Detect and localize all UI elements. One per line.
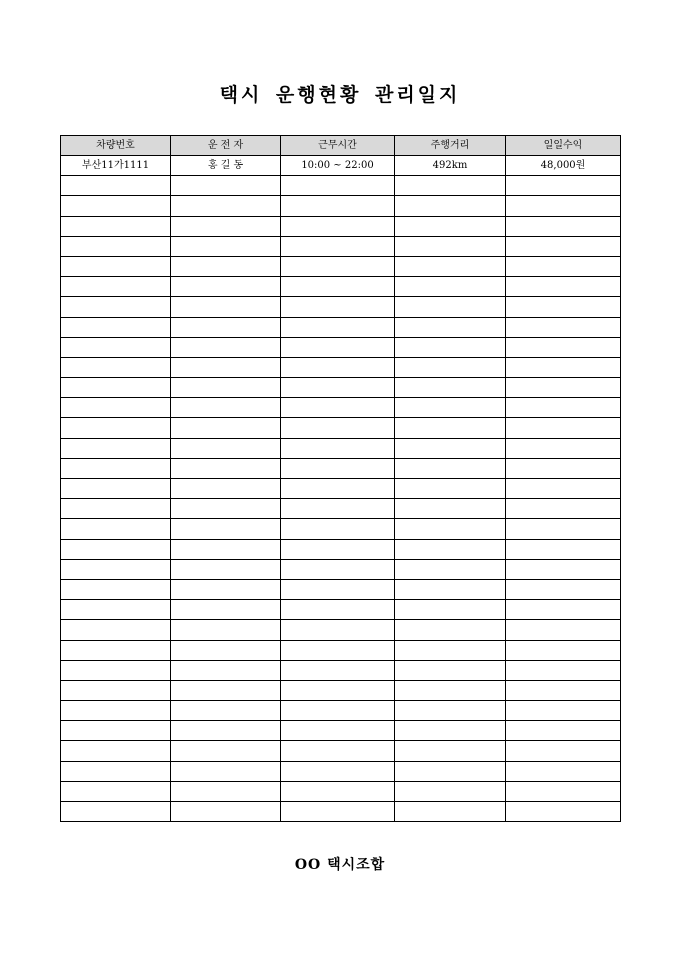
cell-vehicle-number[interactable]: 부산11가1111 [61, 156, 171, 176]
cell-daily-revenue[interactable] [506, 256, 621, 276]
cell-driver[interactable] [171, 660, 281, 680]
cell-work-hours[interactable] [281, 418, 395, 438]
cell-distance[interactable] [395, 741, 506, 761]
table-row [61, 156, 621, 176]
table-row-empty [61, 701, 621, 721]
cell-daily-revenue[interactable] [506, 317, 621, 337]
cell-distance[interactable] [395, 579, 506, 599]
cell-work-hours[interactable] [281, 236, 395, 256]
cell-distance[interactable] [395, 781, 506, 801]
header-work-hours: 근무시간 [281, 136, 395, 156]
table-row-empty [61, 539, 621, 559]
cell-vehicle-number[interactable] [61, 781, 171, 801]
cell-distance[interactable] [395, 398, 506, 418]
cell-vehicle-number[interactable] [61, 236, 171, 256]
cell-distance[interactable] [395, 539, 506, 559]
cell-work-hours[interactable] [281, 216, 395, 236]
cell-daily-revenue[interactable] [506, 741, 621, 761]
cell-daily-revenue[interactable] [506, 761, 621, 781]
table-row-empty [61, 559, 621, 579]
cell-vehicle-number[interactable] [61, 519, 171, 539]
cell-daily-revenue[interactable] [506, 357, 621, 377]
cell-driver[interactable] [171, 337, 281, 357]
cell-vehicle-number[interactable] [61, 357, 171, 377]
table-row-empty [61, 176, 621, 196]
cell-daily-revenue[interactable] [506, 680, 621, 700]
cell-vehicle-number[interactable] [61, 680, 171, 700]
cell-work-hours[interactable] [281, 256, 395, 276]
cell-work-hours[interactable] [281, 317, 395, 337]
cell-driver[interactable] [171, 438, 281, 458]
table-row-empty [61, 640, 621, 660]
cell-work-hours[interactable] [281, 579, 395, 599]
cell-work-hours[interactable] [281, 378, 395, 398]
table-row-empty [61, 479, 621, 499]
cell-distance[interactable] [395, 640, 506, 660]
cell-distance[interactable] [395, 418, 506, 438]
cell-vehicle-number[interactable] [61, 176, 171, 196]
cell-work-hours[interactable] [281, 802, 395, 822]
cell-distance[interactable] [395, 277, 506, 297]
cell-driver[interactable] [171, 579, 281, 599]
cell-daily-revenue[interactable] [506, 196, 621, 216]
cell-vehicle-number[interactable] [61, 721, 171, 741]
cell-distance[interactable] [395, 761, 506, 781]
cell-daily-revenue[interactable] [506, 378, 621, 398]
table-row-empty [61, 600, 621, 620]
cell-vehicle-number[interactable] [61, 438, 171, 458]
cell-work-hours[interactable] [281, 357, 395, 377]
cell-vehicle-number[interactable] [61, 660, 171, 680]
table-row-empty [61, 579, 621, 599]
cell-distance[interactable] [395, 438, 506, 458]
cell-vehicle-number[interactable] [61, 701, 171, 721]
cell-distance[interactable] [395, 337, 506, 357]
cell-daily-revenue[interactable] [506, 559, 621, 579]
cell-distance[interactable] [395, 458, 506, 478]
cell-driver[interactable] [171, 721, 281, 741]
cell-driver[interactable] [171, 781, 281, 801]
cell-distance[interactable] [395, 216, 506, 236]
cell-daily-revenue[interactable] [506, 418, 621, 438]
cell-vehicle-number[interactable] [61, 418, 171, 438]
cell-driver[interactable] [171, 559, 281, 579]
cell-work-hours[interactable] [281, 701, 395, 721]
cell-vehicle-number[interactable] [61, 196, 171, 216]
cell-driver[interactable]: 홍 길 동 [171, 156, 281, 176]
cell-work-hours[interactable] [281, 761, 395, 781]
cell-driver[interactable] [171, 761, 281, 781]
cell-work-hours[interactable]: 10:00 ~ 22:00 [281, 156, 395, 176]
cell-vehicle-number[interactable] [61, 579, 171, 599]
cell-driver[interactable] [171, 398, 281, 418]
cell-distance[interactable] [395, 802, 506, 822]
table-row-empty [61, 620, 621, 640]
cell-distance[interactable] [395, 680, 506, 700]
cell-work-hours[interactable] [281, 277, 395, 297]
cell-driver[interactable] [171, 458, 281, 478]
cell-driver[interactable] [171, 519, 281, 539]
cell-work-hours[interactable] [281, 680, 395, 700]
header-distance: 주행거리 [395, 136, 506, 156]
cell-work-hours[interactable] [281, 479, 395, 499]
cell-work-hours[interactable] [281, 620, 395, 640]
cell-driver[interactable] [171, 378, 281, 398]
cell-vehicle-number[interactable] [61, 741, 171, 761]
cell-vehicle-number[interactable] [61, 337, 171, 357]
cell-daily-revenue[interactable] [506, 458, 621, 478]
cell-distance[interactable] [395, 620, 506, 640]
cell-daily-revenue[interactable] [506, 236, 621, 256]
cell-distance[interactable]: 492km [395, 156, 506, 176]
header-vehicle-number: 차량번호 [61, 136, 171, 156]
cell-vehicle-number[interactable] [61, 761, 171, 781]
footer-organization: OO 택시조합 [294, 857, 386, 873]
cell-driver[interactable] [171, 236, 281, 256]
cell-distance[interactable] [395, 196, 506, 216]
cell-distance[interactable] [395, 317, 506, 337]
header-daily-revenue: 일일수익 [506, 136, 621, 156]
cell-driver[interactable] [171, 499, 281, 519]
cell-daily-revenue[interactable] [506, 519, 621, 539]
header-driver: 운 전 자 [171, 136, 281, 156]
table-row-empty [61, 741, 621, 761]
cell-driver[interactable] [171, 600, 281, 620]
table-row-empty [61, 297, 621, 317]
cell-daily-revenue[interactable] [506, 438, 621, 458]
cell-daily-revenue[interactable] [506, 176, 621, 196]
table-row-empty [61, 499, 621, 519]
table-row-empty [61, 236, 621, 256]
cell-distance[interactable] [395, 256, 506, 276]
cell-daily-revenue[interactable] [506, 802, 621, 822]
cell-distance[interactable] [395, 660, 506, 680]
cell-work-hours[interactable] [281, 781, 395, 801]
cell-work-hours[interactable] [281, 741, 395, 761]
cell-driver[interactable] [171, 277, 281, 297]
cell-work-hours[interactable] [281, 398, 395, 418]
cell-distance[interactable] [395, 176, 506, 196]
cell-driver[interactable] [171, 196, 281, 216]
cell-daily-revenue[interactable] [506, 479, 621, 499]
cell-driver[interactable] [171, 539, 281, 559]
cell-distance[interactable] [395, 600, 506, 620]
table-row-empty [61, 802, 621, 822]
cell-distance[interactable] [395, 701, 506, 721]
cell-work-hours[interactable] [281, 458, 395, 478]
cell-vehicle-number[interactable] [61, 216, 171, 236]
table-row-empty [61, 398, 621, 418]
cell-daily-revenue[interactable] [506, 781, 621, 801]
cell-vehicle-number[interactable] [61, 458, 171, 478]
cell-daily-revenue[interactable] [506, 579, 621, 599]
cell-vehicle-number[interactable] [61, 378, 171, 398]
table-row-empty [61, 337, 621, 357]
cell-work-hours[interactable] [281, 499, 395, 519]
cell-vehicle-number[interactable] [61, 600, 171, 620]
table-row-empty [61, 357, 621, 377]
cell-vehicle-number[interactable] [61, 640, 171, 660]
cell-vehicle-number[interactable] [61, 620, 171, 640]
cell-vehicle-number[interactable] [61, 317, 171, 337]
cell-daily-revenue[interactable] [506, 277, 621, 297]
cell-driver[interactable] [171, 297, 281, 317]
cell-work-hours[interactable] [281, 438, 395, 458]
cell-driver[interactable] [171, 357, 281, 377]
cell-daily-revenue[interactable] [506, 499, 621, 519]
table-row-empty [61, 660, 621, 680]
cell-vehicle-number[interactable] [61, 499, 171, 519]
cell-daily-revenue[interactable] [506, 297, 621, 317]
cell-work-hours[interactable] [281, 721, 395, 741]
table-row-empty [61, 196, 621, 216]
cell-driver[interactable] [171, 802, 281, 822]
cell-work-hours[interactable] [281, 640, 395, 660]
cell-vehicle-number[interactable] [61, 277, 171, 297]
cell-daily-revenue[interactable] [506, 660, 621, 680]
cell-driver[interactable] [171, 741, 281, 761]
cell-work-hours[interactable] [281, 559, 395, 579]
cell-work-hours[interactable] [281, 539, 395, 559]
cell-driver[interactable] [171, 176, 281, 196]
cell-vehicle-number[interactable] [61, 297, 171, 317]
cell-daily-revenue[interactable] [506, 640, 621, 660]
table-header-row [61, 136, 621, 156]
cell-distance[interactable] [395, 357, 506, 377]
cell-driver[interactable] [171, 216, 281, 236]
cell-driver[interactable] [171, 640, 281, 660]
cell-vehicle-number[interactable] [61, 398, 171, 418]
cell-distance[interactable] [395, 479, 506, 499]
document-title: 택시 운행현황 관리일지 [219, 84, 461, 106]
cell-distance[interactable] [395, 378, 506, 398]
cell-work-hours[interactable] [281, 196, 395, 216]
cell-distance[interactable] [395, 236, 506, 256]
taxi-log-table [60, 135, 621, 822]
cell-work-hours[interactable] [281, 600, 395, 620]
table-row-empty [61, 438, 621, 458]
cell-vehicle-number[interactable] [61, 479, 171, 499]
table-row-empty [61, 317, 621, 337]
cell-daily-revenue[interactable] [506, 600, 621, 620]
cell-daily-revenue[interactable] [506, 701, 621, 721]
cell-driver[interactable] [171, 418, 281, 438]
cell-vehicle-number[interactable] [61, 802, 171, 822]
cell-driver[interactable] [171, 701, 281, 721]
cell-work-hours[interactable] [281, 660, 395, 680]
cell-distance[interactable] [395, 297, 506, 317]
cell-work-hours[interactable] [281, 337, 395, 357]
cell-distance[interactable] [395, 499, 506, 519]
cell-daily-revenue[interactable]: 48,000원 [506, 156, 621, 176]
table-row-empty [61, 721, 621, 741]
cell-daily-revenue[interactable] [506, 398, 621, 418]
table-row-empty [61, 761, 621, 781]
cell-daily-revenue[interactable] [506, 721, 621, 741]
cell-daily-revenue[interactable] [506, 620, 621, 640]
cell-driver[interactable] [171, 479, 281, 499]
cell-driver[interactable] [171, 680, 281, 700]
cell-distance[interactable] [395, 519, 506, 539]
cell-daily-revenue[interactable] [506, 337, 621, 357]
table-row-empty [61, 216, 621, 236]
cell-distance[interactable] [395, 559, 506, 579]
table-row-empty [61, 519, 621, 539]
table-row-empty [61, 680, 621, 700]
cell-driver[interactable] [171, 317, 281, 337]
cell-work-hours[interactable] [281, 297, 395, 317]
table-row-empty [61, 458, 621, 478]
cell-vehicle-number[interactable] [61, 559, 171, 579]
cell-vehicle-number[interactable] [61, 256, 171, 276]
table-row-empty [61, 277, 621, 297]
cell-driver[interactable] [171, 620, 281, 640]
table-row-empty [61, 256, 621, 276]
cell-work-hours[interactable] [281, 176, 395, 196]
table-row-empty [61, 378, 621, 398]
cell-daily-revenue[interactable] [506, 216, 621, 236]
cell-daily-revenue[interactable] [506, 539, 621, 559]
table-row-empty [61, 418, 621, 438]
cell-distance[interactable] [395, 721, 506, 741]
cell-driver[interactable] [171, 256, 281, 276]
cell-vehicle-number[interactable] [61, 539, 171, 559]
cell-work-hours[interactable] [281, 519, 395, 539]
table-row-empty [61, 781, 621, 801]
